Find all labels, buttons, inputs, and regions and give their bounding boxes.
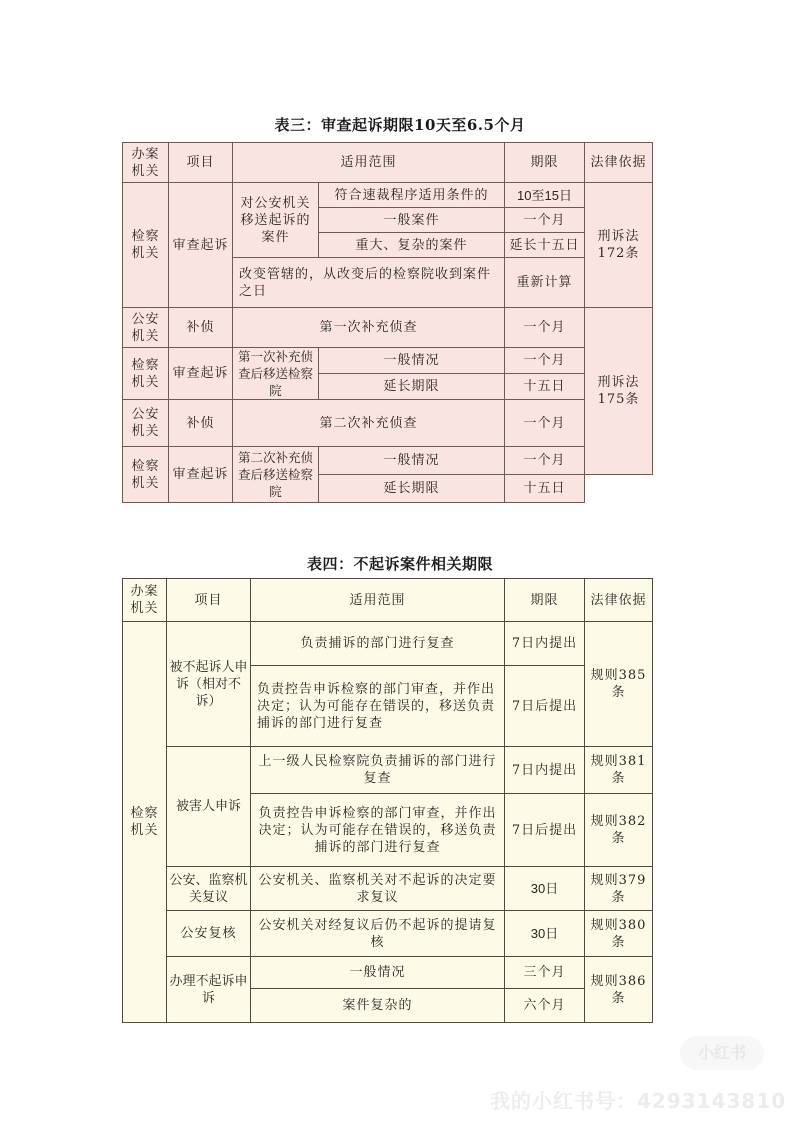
basis-cell: 刑诉法172条 bbox=[585, 183, 653, 308]
table3 bbox=[122, 142, 653, 503]
basis-cell: 规则380条 bbox=[585, 911, 653, 957]
period-cell: 7日后提出 bbox=[505, 794, 585, 867]
header-period: 期限 bbox=[505, 579, 585, 622]
basis-cell: 规则386条 bbox=[585, 957, 653, 1023]
table-row bbox=[123, 622, 653, 666]
period-cell: 延长十五日 bbox=[505, 233, 585, 258]
scope-cell: 案件复杂的 bbox=[251, 989, 505, 1023]
period-cell: 一个月 bbox=[505, 348, 585, 374]
period-cell: 30日 bbox=[505, 911, 585, 957]
agency-cell: 检察机关 bbox=[123, 447, 169, 503]
item-cell: 办理不起诉申诉 bbox=[167, 957, 251, 1023]
header-basis: 法律依据 bbox=[585, 143, 653, 183]
scope-cell: 一般情况 bbox=[319, 447, 505, 475]
agency-cell: 公安机关 bbox=[123, 308, 169, 348]
table-row bbox=[123, 400, 653, 447]
item-cell: 审查起诉 bbox=[169, 348, 233, 400]
basis-cell: 规则382条 bbox=[585, 794, 653, 867]
item-cell: 公安复核 bbox=[167, 911, 251, 957]
agency-cell: 公安机关 bbox=[123, 400, 169, 447]
table-row bbox=[123, 348, 653, 374]
agency-cell: 检察机关 bbox=[123, 622, 167, 1023]
period-cell: 30日 bbox=[505, 867, 585, 911]
scope-cell: 一般案件 bbox=[319, 208, 505, 233]
scope-cell: 公安机关对经复议后仍不起诉的提请复核 bbox=[251, 911, 505, 957]
scope-cell: 延长期限 bbox=[319, 374, 505, 400]
period-cell: 重新计算 bbox=[505, 258, 585, 308]
agency-cell: 检察机关 bbox=[123, 348, 169, 400]
item-cell: 补侦 bbox=[169, 308, 233, 348]
scope-cell: 重大、复杂的案件 bbox=[319, 233, 505, 258]
period-cell: 三个月 bbox=[505, 957, 585, 989]
header-agency: 办案机关 bbox=[123, 143, 169, 183]
header-period: 期限 bbox=[505, 143, 585, 183]
item-cell: 审查起诉 bbox=[169, 183, 233, 308]
watermark-badge: 小红书 bbox=[680, 1036, 764, 1070]
agency-cell: 检察机关 bbox=[123, 183, 169, 308]
period-cell: 十五日 bbox=[505, 475, 585, 503]
table3-title: 表三：审查起诉期限10天至6.5个月 bbox=[274, 116, 526, 134]
table-row bbox=[123, 308, 653, 348]
table-row bbox=[123, 911, 653, 957]
item-cell: 审查起诉 bbox=[169, 447, 233, 503]
period-cell: 7日内提出 bbox=[505, 747, 585, 794]
watermark-text: 我的小红书号：4293143810 bbox=[490, 1089, 787, 1113]
scope-cell: 第一次补充侦查 bbox=[233, 308, 505, 348]
header-scope: 适用范围 bbox=[251, 579, 505, 622]
scope-cell: 符合速裁程序适用条件的 bbox=[319, 183, 505, 208]
scope-cell: 上一级人民检察院负责捕诉的部门进行复查 bbox=[251, 747, 505, 794]
table-row bbox=[123, 957, 653, 989]
group-cell: 第二次补充侦查后移送检察院 bbox=[233, 447, 319, 503]
period-cell: 一个月 bbox=[505, 447, 585, 475]
table-row bbox=[123, 747, 653, 794]
basis-cell: 规则379条 bbox=[585, 867, 653, 911]
table3-header-row bbox=[123, 143, 653, 183]
item-cell: 补侦 bbox=[169, 400, 233, 447]
scope-cell: 第二次补充侦查 bbox=[233, 400, 505, 447]
period-cell: 10至15日 bbox=[505, 183, 585, 208]
header-scope: 适用范围 bbox=[233, 143, 505, 183]
scope-cell: 负责捕诉的部门进行复查 bbox=[251, 622, 505, 666]
scope-cell: 改变管辖的，从改变后的检察院收到案件之日 bbox=[233, 258, 505, 308]
basis-cell: 规则385条 bbox=[585, 622, 653, 747]
period-cell: 7日后提出 bbox=[505, 666, 585, 747]
period-cell: 六个月 bbox=[505, 989, 585, 1023]
header-item: 项目 bbox=[169, 143, 233, 183]
basis-cell: 刑诉法175条 bbox=[585, 308, 653, 475]
scope-cell: 延长期限 bbox=[319, 475, 505, 503]
period-cell: 7日内提出 bbox=[505, 622, 585, 666]
header-item: 项目 bbox=[167, 579, 251, 622]
scope-cell: 一般情况 bbox=[251, 957, 505, 989]
scope-cell: 一般情况 bbox=[319, 348, 505, 374]
period-cell: 十五日 bbox=[505, 374, 585, 400]
header-agency: 办案机关 bbox=[123, 579, 167, 622]
table-row bbox=[123, 183, 653, 208]
table-row bbox=[123, 447, 653, 475]
basis-cell: 规则381条 bbox=[585, 747, 653, 794]
table4-title: 表四：不起诉案件相关期限 bbox=[306, 555, 493, 573]
group-cell: 第一次补充侦查后移送检察院 bbox=[233, 348, 319, 400]
period-cell: 一个月 bbox=[505, 400, 585, 447]
table4 bbox=[122, 578, 653, 1023]
item-cell: 公安、监察机关复议 bbox=[167, 867, 251, 911]
header-basis: 法律依据 bbox=[585, 579, 653, 622]
group-cell: 对公安机关移送起诉的案件 bbox=[233, 183, 319, 258]
scope-cell: 负责控告申诉检察的部门审查，并作出决定；认为可能存在错误的，移送负责捕诉的部门进行复查 bbox=[251, 794, 505, 867]
period-cell: 一个月 bbox=[505, 208, 585, 233]
table-row bbox=[123, 867, 653, 911]
item-cell: 被不起诉人申诉（相对不诉） bbox=[167, 622, 251, 747]
table4-header-row bbox=[123, 579, 653, 622]
scope-cell: 公安机关、监察机关对不起诉的决定要求复议 bbox=[251, 867, 505, 911]
scope-cell: 负责控告申诉检察的部门审查，并作出决定；认为可能存在错误的，移送负责捕诉的部门进行复查 bbox=[251, 666, 505, 747]
item-cell: 被害人申诉 bbox=[167, 747, 251, 867]
period-cell: 一个月 bbox=[505, 308, 585, 348]
